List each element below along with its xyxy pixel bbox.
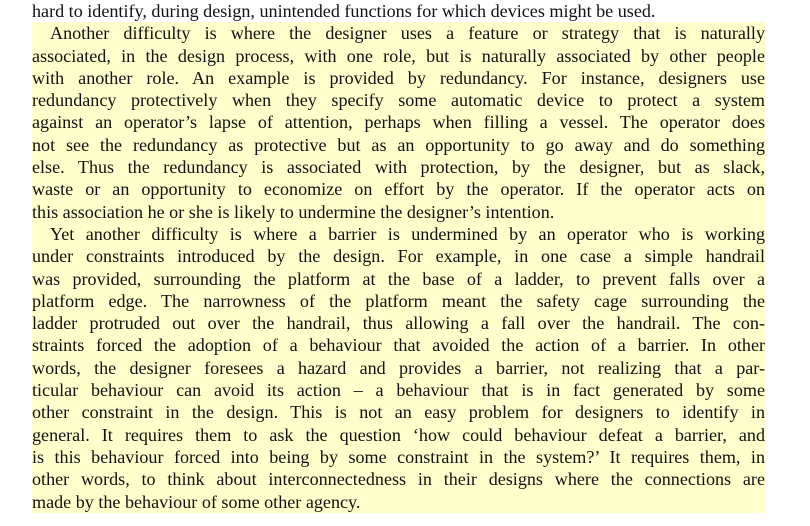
text-line: is this behaviour forced into being by some constraint in the system?’ It requires them, in: [32, 446, 765, 467]
text-line: Yet another difficulty is where a barrier is undermined by an operator who is working: [32, 223, 765, 245]
text-line: Another difficulty is where the designer uses a feature or strategy that is naturally: [32, 22, 765, 44]
text-line: other words, to think about interconnectedness in their designs where the connections are: [32, 469, 765, 490]
text-line: under constraints introduced by the design. For example, in one case a simple handrail: [32, 246, 765, 267]
text-line: else. Thus the redundancy is associated with protection, by the designer, but as slack,: [32, 157, 765, 178]
text-line: with another role. An example is provided by redundancy. For instance, designers use: [32, 67, 765, 88]
text-line: this association he or she is likely to undermine the designer’s intention.: [32, 201, 765, 223]
text-line: waste or an opportunity to economize on effort by the operator. If the operator acts on: [32, 179, 765, 200]
text-line: other constraint in the design. This is not an easy problem for designers to identify in: [32, 402, 765, 423]
text-line: ladder protruded out over the handrail, thus allowing a fall over the handrail. The con-: [32, 313, 765, 334]
text-line: against an operator’s lapse of attention, perhaps when filling a vessel. The operator does: [32, 112, 765, 133]
text-line: platform edge. The narrowness of the platform meant the safety cage surrounding the: [32, 290, 765, 311]
document-page: [32, 0, 765, 513]
text-line: made by the behaviour of some other agency.: [32, 491, 765, 513]
text-line: general. It requires them to ask the question ‘how could behaviour defeat a barrier, and: [32, 424, 765, 445]
text-line: was provided, surrounding the platform at the base of a ladder, to prevent falls over a: [32, 268, 765, 289]
text-line: words, the designer foresees a hazard and provides a barrier, not realizing that a par-: [32, 357, 765, 378]
paragraph-barrier: [32, 223, 765, 513]
text-line: not see the redundancy as protective but as an opportunity to go away and do something: [32, 134, 765, 155]
text-line: ticular behaviour can avoid its action – a behaviour that is in fact generated by some: [32, 380, 765, 401]
text-line: associated, in the design process, with one role, but is naturally associated by other people: [32, 45, 765, 66]
paragraph-redundancy: [32, 22, 765, 223]
text-line: redundancy protectively when they specify some automatic device to protect a system: [32, 90, 765, 111]
text-line: hard to identify, during design, unintended functions for which devices might be used.: [32, 1, 656, 21]
text-line: straints forced the adoption of a behaviour that avoided the action of a barrier. In other: [32, 335, 765, 356]
